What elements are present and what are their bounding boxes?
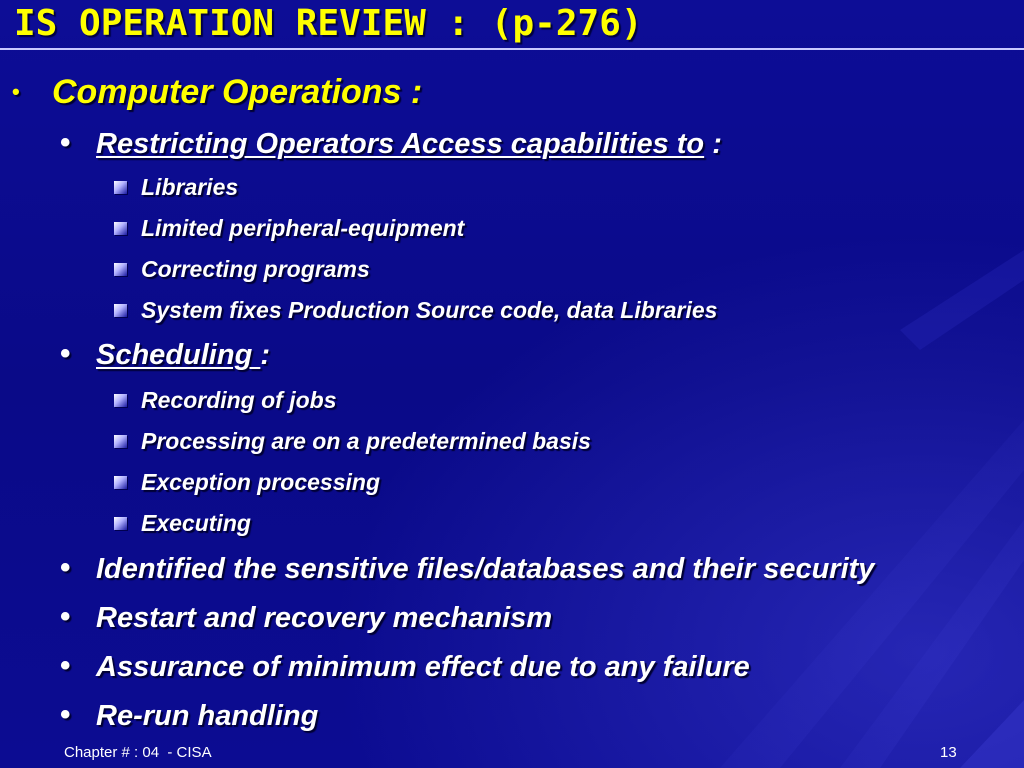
group-heading-text: Scheduling: [96, 339, 261, 371]
slide-title: IS OPERATION REVIEW : (p-276): [14, 3, 643, 44]
square-bullet-icon: [114, 181, 127, 194]
sub-item: [141, 468, 380, 496]
title-divider: [0, 48, 1024, 50]
point-item: [60, 698, 319, 733]
square-bullet-icon: [114, 263, 127, 276]
sub-item-text: Processing are on a predetermined basis: [141, 428, 591, 454]
square-bullet-icon: [114, 304, 127, 317]
bullet: •: [60, 649, 71, 682]
sub-item: [141, 296, 717, 324]
sub-item: [141, 214, 464, 242]
sub-item-text: Libraries: [141, 174, 239, 200]
square-bullet-icon: [114, 517, 127, 530]
sub-item-text: System fixes Production Source code, data Libraries: [141, 297, 718, 323]
group-heading-suffix: :: [704, 128, 722, 160]
point-text: Re-run handling: [96, 700, 319, 732]
sub-item: [141, 509, 251, 537]
sub-item-text: Limited peripheral-equipment: [141, 215, 465, 241]
bullet: •: [60, 698, 71, 731]
square-bullet-icon: [114, 394, 127, 407]
sub-item-text: Recording of jobs: [141, 387, 337, 413]
sub-item-text: Executing: [141, 510, 251, 536]
point-text: Restart and recovery mechanism: [96, 602, 553, 634]
point-item: [60, 649, 750, 684]
point-text: Assurance of minimum effect due to any failure: [96, 651, 750, 683]
sub-item: [141, 386, 337, 414]
square-bullet-icon: [114, 222, 127, 235]
footer-chapter: Chapter # : 04 - CISA: [64, 744, 212, 761]
square-bullet-icon: [114, 435, 127, 448]
bullet: •: [60, 126, 71, 159]
bullet: •: [60, 600, 71, 633]
sub-item: [141, 173, 238, 201]
sub-item: [141, 255, 370, 283]
sub-item: [141, 427, 591, 455]
sub-item-text: Exception processing: [141, 469, 381, 495]
group-heading: [60, 337, 271, 372]
level1-item: [12, 72, 423, 112]
square-bullet-icon: [114, 476, 127, 489]
bullet: •: [60, 551, 71, 584]
group-heading-text: Restricting Operators Access capabilities to: [96, 128, 705, 160]
group-heading-suffix: :: [260, 339, 271, 371]
point-item: [60, 600, 553, 635]
footer-page-number: 13: [940, 744, 957, 761]
point-item: [60, 551, 875, 586]
point-text: Identified the sensitive files/databases and their security: [96, 553, 875, 585]
group-heading: [60, 126, 722, 161]
level1-text: Computer Operations :: [52, 73, 423, 111]
bullet: •: [12, 79, 20, 104]
sub-item-text: Correcting programs: [141, 256, 370, 282]
bullet: •: [60, 337, 71, 370]
